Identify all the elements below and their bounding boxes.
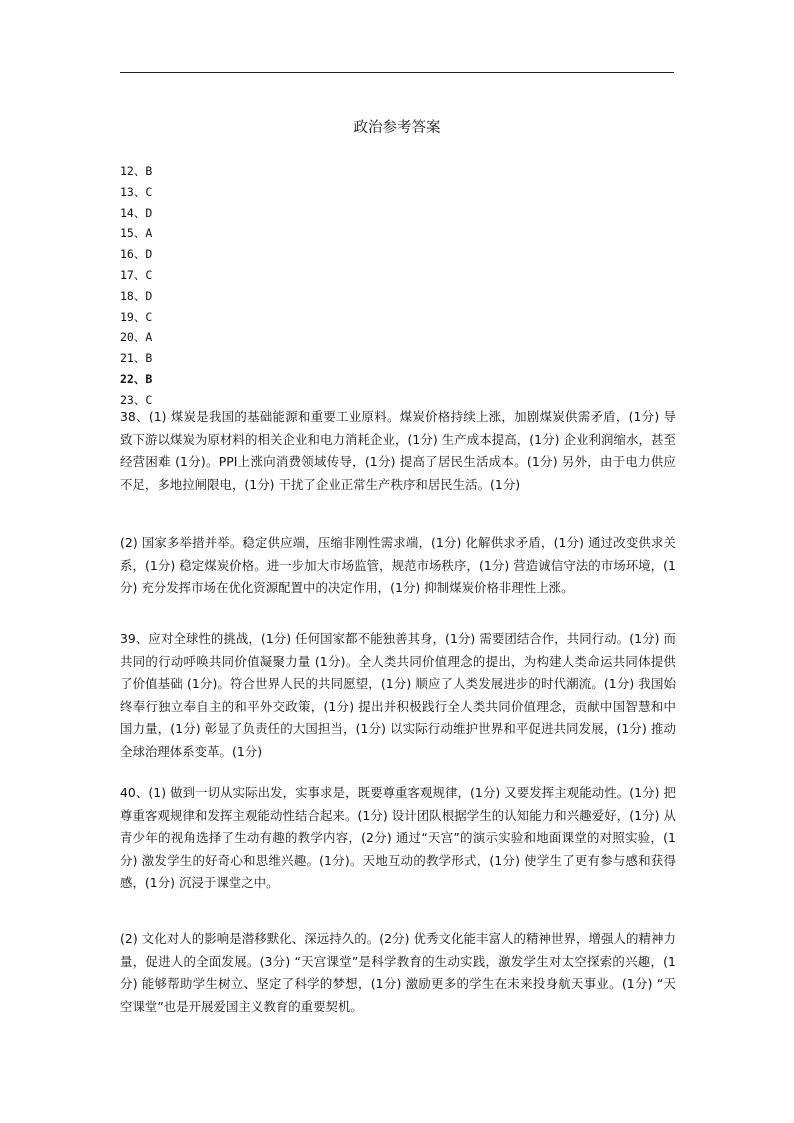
header-rule [120,72,674,73]
answer-item: 23、C [120,392,153,407]
q38-part2-answer: (2) 国家多举措并举。稳定供应端，压缩非刚性需求端，(1分) 化解供求矛盾，(1分) 通过改变供求关系，(1分) 稳定煤炭价格。进一步加大市场监管，规范市场秩序，(1分) 营造诚信守法的市场环境，(1分) 充分发挥市场在优化资源配置中的决定作用，(1分) 抑制煤炭价格非理性上涨。 [120,535,676,595]
page-title: 政治参考答案 [353,120,441,136]
answer-item: 17、C [120,267,153,282]
answer-item: 21、B [120,351,153,366]
answer-item: 15、A [120,226,153,241]
answer-item: 12、B [120,164,153,178]
q38-part1-answer: 38、(1) 煤炭是我国的基础能源和重要工业原料。煤炭价格持续上涨，加剧煤炭供需矛盾，(1分) 导致下游以煤炭为原材料的相关企业和电力消耗企业，(1分) 生产成本提高，(1分) 企业利润缩水，甚至经营困难 (1分)。PPI上涨向消费领域传导，(1分) 提高了居民生活成本。(1分) 另外，由于电力供应不足，多地拉闸限电，(1分) 干扰了企业正常生产秩序和居民生活。(1分) [120,409,676,492]
answer-item: 20、A [120,330,153,345]
answer-item: 22、B [120,371,153,386]
q40-part2-answer: (2) 文化对人的影响是潜移默化、深远持久的。(2分) 优秀文化能丰富人的精神世界，增强人的精神力量，促进人的全面发展。(3分) “天宫课堂”是科学教育的生动实践，激发学生对太空探索的兴趣，(1分) 能够帮助学生树立、坚定了科学的梦想，(1分) 激励更多的学生在未来投身航天事业。(1分) “天空课堂”也是开展爱国主义教育的重要契机。 [120,931,676,1014]
answer-item: 18、D [120,288,153,303]
choice-answer-list [120,161,152,411]
answer-item: 14、D [120,205,153,220]
answer-item: 16、D [120,247,153,262]
answer-item: 19、C [120,309,153,324]
q39-answer: 39、应对全球性的挑战，(1分) 任何国家都不能独善其身，(1分) 需要团结合作，共同行动。(1分) 而共同的行动呼唤共同价值凝聚力量 (1分)。全人类共同价值理念的提出，为构建人类命运共同体提供了价值基础 (1分)。符合世界人民的共同愿望，(1分) 顺应了人类发展进步的时代潮流。(1分) 我国始终奉行独立奉自主的和平外交政策，(1分) 提出并积极践行全人类共同价值理念，贡献中国智慧和中国力量，(1分) 彰显了负责任的大国担当，(1分) 以实际行动维护世界和平促进共同发展，(1分) 推动全球治理体系变革。(1分) [120,631,676,759]
answer-item: 13、C [120,184,153,199]
q40-part1-answer: 40、(1) 做到一切从实际出发，实事求是，既要尊重客观规律，(1分) 又要发挥主观能动性。(1分) 把尊重客观规律和发挥主观能动性结合起来。(1分) 设计团队根据学生的认知能力和兴趣爱好，(1分) 从青少年的视角选择了生动有趣的教学内容，(2分) 通过“天宫”的演示实验和地面课堂的对照实验，(1分) 激发学生的好奇心和思维兴趣。(1分)。天地互动的教学形式，(1分) 使学生了更有参与感和获得感，(1分) 沉浸于课堂之中。 [120,785,676,890]
